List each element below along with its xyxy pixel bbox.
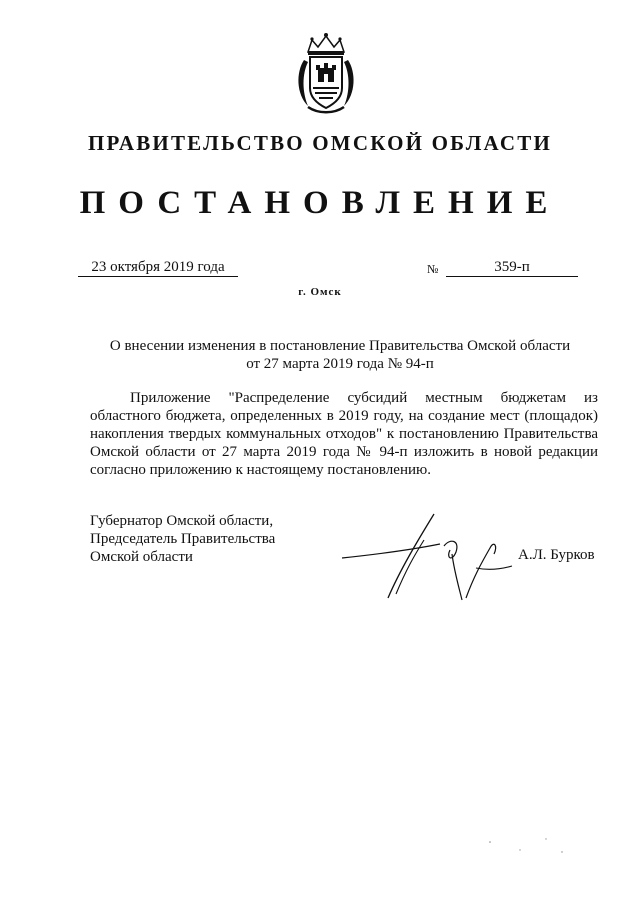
document-body: Приложение "Распределение субсидий местным бюджетам из областного бюджета, определенных в 2019 году, на создание мест (площадок) накопления твердых коммунальных отходов" к постановлению Правительства Омской области от 27 марта 2019 года № 94-п изложить в новой редакции согласно приложению к настоящему постановлению. [90,390,598,478]
subject-line: от 27 марта 2019 года № 94-п [246,356,434,372]
document-number: 359-п [446,258,578,277]
issuing-authority: ПРАВИТЕЛЬСТВО ОМСКОЙ ОБЛАСТИ [87,131,552,155]
signer-name: А.Л. Бурков [518,547,595,563]
signer-position [90,512,275,566]
signer-position-line: Губернатор Омской области, [90,513,274,529]
signer-position-line: Омской области [90,549,193,565]
signature-icon [340,510,515,610]
document-date: 23 октября 2019 года [78,258,238,277]
scan-speck [480,830,570,860]
document-subject [90,337,590,373]
signer-position-line: Председатель Правительства [90,531,276,547]
city-label: г. Омск [298,286,342,298]
coat-of-arms-icon [294,32,358,114]
subject-line: О внесении изменения в постановление Правительства Омской области [109,338,571,354]
document-type-title: ПОСТАНОВЛЕНИЕ [79,185,561,221]
number-sign: № [427,262,439,276]
